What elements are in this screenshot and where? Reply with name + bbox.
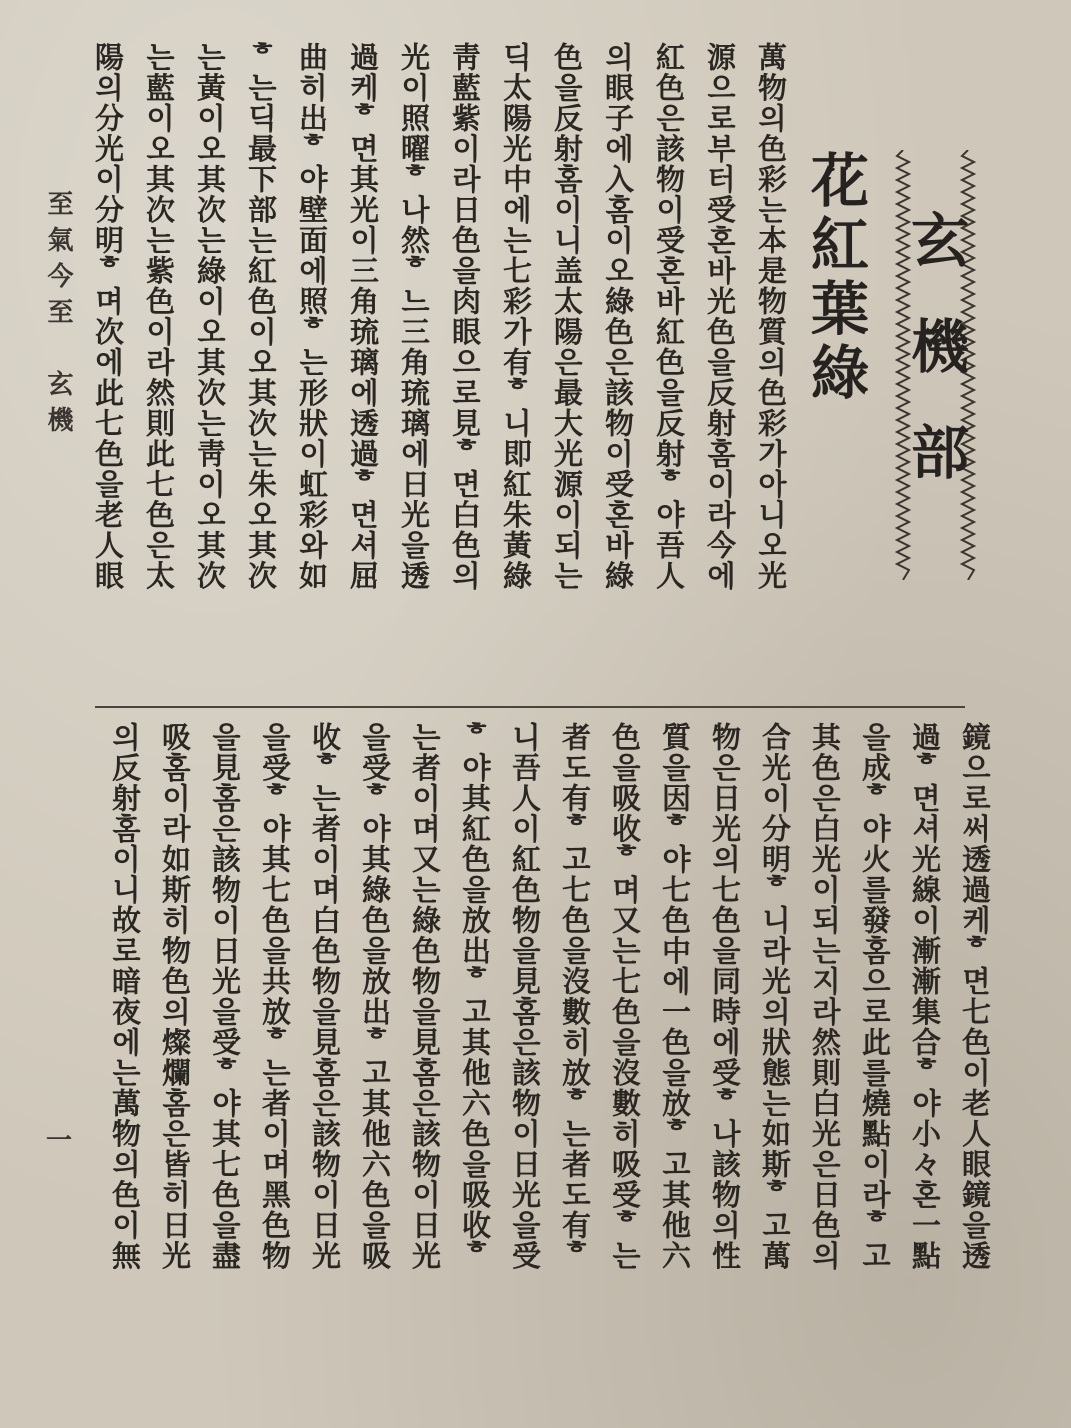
text-column: 는藍이오其次는紫色이라然則此七色은太 (142, 42, 176, 591)
text-column: 딕太陽光中에는七彩가有ᄒ니即紅朱黃綠 (499, 42, 533, 591)
text-column: 鏡으로써透過케ᄒ면七色이老人眼鏡을透 (958, 722, 992, 1271)
text-column: 는黃이오其次는綠이오其次는靑이오其次 (193, 42, 227, 591)
text-column: 者도有ᄒ고七色을沒數히放ᄒ는者도有ᄒ (558, 722, 592, 1271)
text-column: 靑藍紫이라日色을肉眼으로見ᄒ면白色의 (448, 42, 482, 591)
text-column: ᄒ는딕最下部는紅色이오其次는朱오其次 (244, 42, 278, 591)
text-column: 質을因ᄒ야七色中에一色을放ᄒ고其他六 (658, 722, 692, 1271)
text-column: ᄒ야其紅色을放出ᄒ고其他六色을吸收ᄒ (458, 722, 492, 1271)
text-column: 을受ᄒ야其七色을共放ᄒ는者이며黑色物 (258, 722, 292, 1271)
text-column: 過ᄒ면셔光線이漸漸集合ᄒ야小々혼一點 (908, 722, 942, 1271)
article-title: 花紅葉綠 (801, 150, 869, 406)
text-column: 을受ᄒ야其綠色을放出ᄒ고其他六色을吸 (358, 722, 392, 1271)
text-column: 陽의分光이分明ᄒ며次에此七色을老人眼 (91, 42, 125, 591)
text-column: 合光이分明ᄒ니라光의狀態는如斯ᄒ고萬 (758, 722, 792, 1271)
text-column: 光이照曜ᄒ나然ᄒ느三角琉璃에日光을透 (397, 42, 431, 591)
text-column: 吸홈이라如斯히物色의燦爛홈은皆히日光 (158, 722, 192, 1271)
text-column: 物은日光의七色을同時에受ᄒ나該物의性 (708, 722, 742, 1271)
text-column: 收ᄒ는者이며白色物을見홈은該物이日光 (308, 722, 342, 1271)
text-column: 色을吸收ᄒ며又는七色을沒數히吸受ᄒ는 (608, 722, 642, 1271)
text-column: 의眼子에入홈이오綠色은該物이受혼바綠 (601, 42, 635, 591)
page-number: 一 (46, 1126, 73, 1156)
section-heading: 玄機部 (901, 210, 969, 528)
text-column: 過케ᄒ면其光이三角琉璃에透過ᄒ면셔屈 (346, 42, 380, 591)
text-column: 其色은白光이되는지라然則白光은日色의 (808, 722, 842, 1271)
text-column: 紅色은該物이受혼바紅色을反射ᄒ야吾人 (652, 42, 686, 591)
text-column: 을成ᄒ야火를發홈으로此를燒點이라ᄒ고 (858, 722, 892, 1271)
running-head: 至氣今至 玄機 (43, 190, 73, 442)
text-column: 는者이며又는綠色物을見홈은該物이日光 (408, 722, 442, 1271)
section-divider (95, 706, 965, 708)
text-column: 의反射홈이니故로暗夜에는萬物의色이無 (108, 722, 142, 1271)
text-column: 色을反射홈이니盖太陽은最大光源이되는 (550, 42, 584, 591)
text-column: 을見홈은該物이日光을受ᄒ야其七色을盡 (208, 722, 242, 1271)
text-column: 萬物의色彩는本是物質의色彩가아니오光 (754, 42, 788, 591)
text-column: 曲히出ᄒ야壁面에照ᄒ는形狀이虹彩와如 (295, 42, 329, 591)
text-column: 源으로부터受혼바光色을反射홈이라今에 (703, 42, 737, 591)
text-column: 니吾人이紅色物을見홈은該物이日光을受 (508, 722, 542, 1271)
